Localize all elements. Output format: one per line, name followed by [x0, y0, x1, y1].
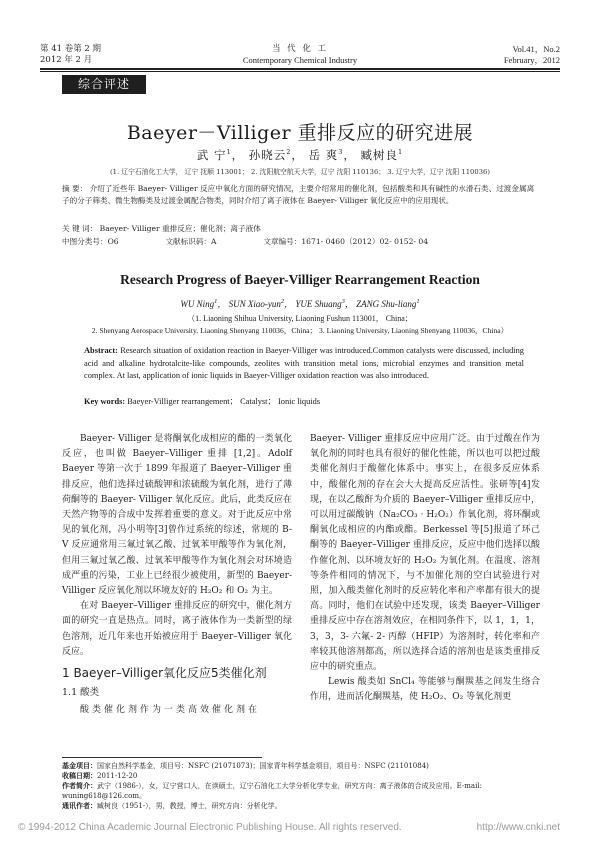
section-heading: 1 Baeyer–Villiger氧化反应5类催化剂 [62, 666, 267, 681]
abstract-cn-text: 介绍了近些年 Baeyer- Villiger 反应中氧化方面的研究情况，主要介绍常用的催化剂，包括酸类和具有碱性的水滑石类、过渡金属离子的分子筛类、微生物酶类及过渡金属配合物类，同时介绍了离子液体在 Baeyer- Villiger 氧化反应中的应用现状。 [62, 184, 535, 205]
author-cn: 臧树良$^1$ [360, 148, 404, 162]
header-center [200, 44, 400, 66]
body-right-column [310, 432, 540, 706]
abstract-en [84, 345, 524, 383]
section-tag: 综合评述 [62, 75, 146, 94]
author-en: YUE Shuang$^3$ [295, 298, 345, 309]
header-right [504, 44, 560, 66]
affiliations-cn: (1. 辽宁石油化工大学， 辽宁 抚顺 113001； 2. 沈阳航空航天大学，辽宁 沈阳 110136； 3. 辽宁大学，辽宁 沈阳 110036) [109, 168, 490, 176]
title-en: Research Progress of Baeyer-Villiger Rearrangement Reaction [120, 272, 480, 287]
abstract-cn-label: 摘 要： [62, 184, 88, 193]
article-number-label: 文章编号： [263, 237, 302, 246]
author-cn: 孙晓云$^2$ [248, 148, 292, 162]
paragraph: Baeyer- Villiger 重排反应中应用广泛。由于过酸在作为氧化剂的同时也具有很好的催化性能，所以也可以把过酸类催化剂归于酸催化体系中。事实上，在很多反应体系中，酸催化剂的存在会大大提高反应活性。张研等[4]发现，在以乙酸酐为介质的 Baeyer–Villiger 重排反应中，可以用过碳酸钠（Na₂CO₃ · H₂O₂）作氧化剂，将环酮或酮氧化成相应的内酯或酯。Berkessel 等[5]报道了环己酮等的 Baeyer–Villiger 重排反应，反应中他们选择以酸作催化剂、以环境友好的 H₂O₂ 为氧化剂。在温度、溶剂等条件相同的情况下，与不加催化剂的空白试验进行对照，加入酸类催化剂时的反应转化率和产率都有很大的提高。同时，他们在试验中还发现，该类 Baeyer–Villiger 重排反应中存在溶剂效应，在相同条件下，以 1，1，1，3，3，3- 六氟- 2- 丙醇（HFIP）为溶剂时，转化率和产率较其他溶剂都高，所以选择合适的溶剂也是该类重排反应中的研究重点。 [310, 434, 540, 673]
cnki-url-watermark[interactable]: http://www.cnki.net [476, 822, 560, 833]
subsection-heading: 1.1 酸类 [62, 687, 100, 699]
copyright-watermark: © 1994-2012 China Academic Journal Electronic Publishing House. All rights reserved. [18, 822, 402, 833]
author-en: SUN Xiao-yun$^2$ [228, 298, 285, 309]
doc-code-label: 文献标识码： [165, 237, 212, 246]
authors-en: WU Ning$^1$， SUN Xiao-yun$^2$， YUE Shuang$^3$， ZANG Shu-liang$^1$ [180, 298, 420, 309]
footnote-rule [62, 757, 262, 758]
abstract-cn [62, 183, 540, 206]
doc-code-value: A [211, 237, 217, 246]
authors-cn: 武 宁$^1$， 孙晓云$^2$， 岳 爽$^3$， 臧树良$^1$ [196, 148, 404, 162]
footnote-fund: 基金项目：国家自然科学基金，项目号：NSFC (21071073)；国家青年科学基金项目，项目号：NSFC (21101084) [62, 762, 429, 770]
journal-name-en: Contemporary Chemical Industry [242, 55, 358, 65]
title-cn: Baeyer－Villiger 重排反应的研究进展 [126, 122, 474, 144]
abstract-en-label: Abstract: [84, 346, 118, 355]
date-en: February，2012 [503, 55, 560, 65]
volume-en: Vol.41，No.2 [512, 44, 560, 54]
keywords-en-label: Key words: [84, 397, 126, 406]
classification-line [62, 236, 540, 248]
volume-cn: 第 41 卷第 2 期 [40, 44, 102, 54]
abstract-en-text: Research situation of oxidation reaction in Baeyer-Villiger was introduced.Common catalysts were discussed, including acid and alkaline hydrotalcite-like compounds, zeolites with transition metal ions, microbial enzymes and transition metal complex. At last, application of ionic liquids in Baeyer-Villiger oxidation reaction was also introduced. [84, 346, 524, 380]
paragraph: 酸类催化剂作为一类高效催化剂在 [80, 705, 261, 716]
keywords-cn-label: 关 键 词： [62, 224, 98, 233]
author-en: ZANG Shu-liang$^1$ [356, 298, 420, 309]
author-en: WU Ning$^1$ [180, 298, 218, 309]
keywords-cn [62, 223, 540, 235]
footnote-corresponding: 通讯作者：臧树良（1951-），男，教授，博士，研究方向：分析化学。 [62, 802, 282, 810]
journal-name-cn: 当 代 化 工 [271, 44, 329, 54]
footnote-received: 收稿日期：2011-12-20 [62, 772, 138, 780]
paragraph: Lewis 酸类如 SnCl₄ 等能够与酮羰基之间发生络合作用，进而活化酮羰基，使 H₂O₂、O₂ 等氧化剂更 [310, 677, 540, 703]
footnote-author-bio: 作者简介：武宁（1986-），女，辽宁营口人，在读硕士，辽宁石油化工大学分析化学专业，研究方向：离子液体的合成及应用。E-mail: wuning618@126.com。 [62, 782, 482, 800]
body-left-column [62, 432, 292, 719]
clc-value: O6 [107, 237, 119, 246]
header-rule [40, 68, 560, 70]
paragraph: 在对 Baeyer–Villiger 重排反应的研究中，催化剂方面的研究一直是热点。同时，离子液体作为一类新型的绿色溶剂，近几年来也开始被应用于 Baeyer–Villiger 氧化反应。 [62, 601, 292, 657]
article-number-value: 1671- 0460（2012）02- 0152- 04 [301, 237, 429, 246]
header-left [40, 44, 101, 66]
clc-label: 中图分类号： [62, 237, 108, 246]
footnotes [62, 761, 540, 811]
affiliations-en-line1: （1. Liaoning Shihua University, Liaoning Fushun 113001， China； [187, 314, 413, 323]
paragraph: Baeyer- Villiger 是将酮氧化成相应的酯的一类氧化反应，也叫做 Baeyer–Villiger 重排 [1,2]。Adolf Baeyer 等第一次于 1899 年报道了 Baeyer–Villiger 重排反应，他们选择过硫酸钾和浓硫酸为氧化剂，进行了薄荷酮等的 Baeyer- Villiger 氧化反应。此后，此类反应在天然产物等的合成中发挥着重要的意义。对于此反应中常见的氧化剂，冯小明等[3]曾作过系统的综述，常规的 B- V 反应通常用三氟过氧乙酸、过氧苯甲酸等作为氧化剂，但用三氟过氧乙酸、过氧苯甲酸等作为氧化剂会对环境造成严重的污染，工业上已经很少被使用，新型的 Baeyer- Villiger 反应氧化剂以环境友好的 H₂O₂ 和 O₂ 为主。 [62, 434, 292, 597]
author-cn: 武 宁$^1$ [196, 148, 232, 162]
keywords-en-text: Baeyer-Villiger rearrangement； Catalyst； Ionic liquids [127, 397, 321, 406]
affiliations-en-line2: 2. Shenyang Aerospace University, Liaoning Shenyang 110036，China； 3. Liaoning University, Liaoning Shenyang 110036，China） [91, 326, 509, 335]
keywords-cn-text: Baeyer- Villiger 重排反应；催化剂；离子液体 [99, 224, 261, 233]
header-rule-thin [40, 71, 560, 72]
keywords-en [84, 396, 524, 409]
date-cn: 2012 年 2 月 [40, 55, 93, 65]
author-cn: 岳 爽$^3$ [308, 148, 344, 162]
